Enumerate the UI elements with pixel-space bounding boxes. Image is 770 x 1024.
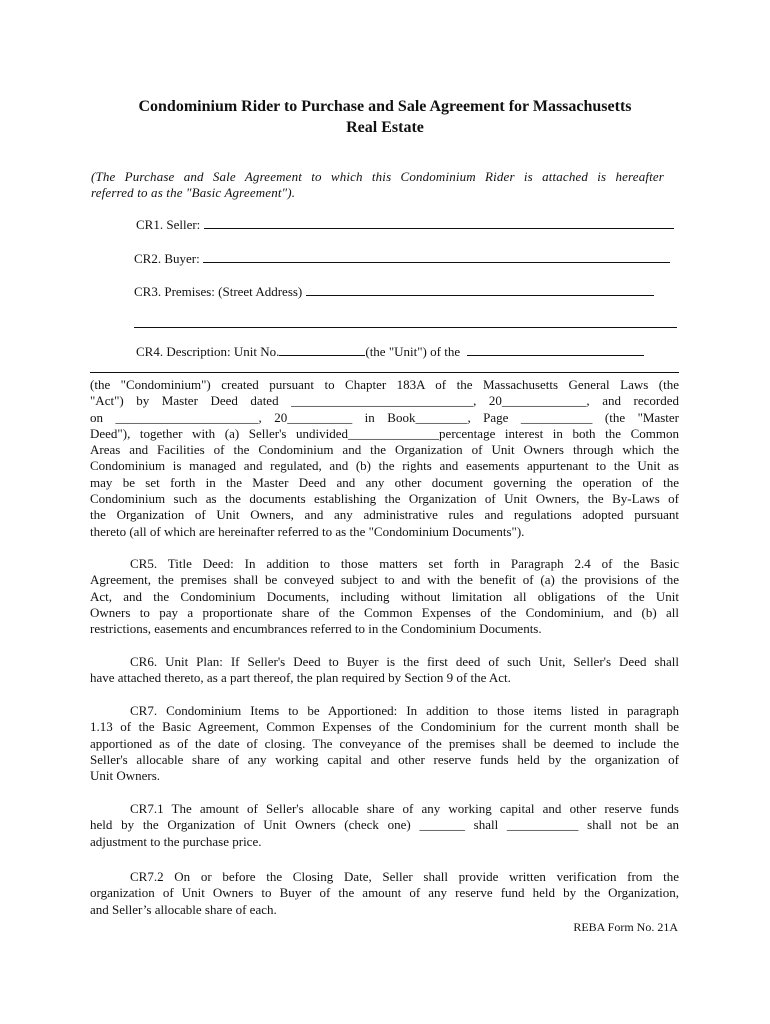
cr4-line: (the "Condominium") created pursuant to Chapter 183A of the Massachusetts General Laws (the (90, 377, 679, 392)
cr4-unit-of-the: (the "Unit") of the (365, 344, 461, 359)
cr5-paragraph (90, 556, 679, 637)
cr7-2-line: and Seller’s allocable share of each. (90, 901, 277, 917)
cr7-line: apportioned as of the date of closing. The conveyance of the premises shall be deemed to include the (90, 735, 679, 751)
cr7-line: Unit Owners. (90, 768, 161, 784)
cr6-line: have attached thereto, as a part thereof, the plan required by Section 9 of the Act. (90, 670, 511, 686)
cr5-line: Act, and the Condominium Documents, including without limitation all obligations of the Unit (90, 588, 679, 604)
cr7-2-line: CR7.2 On or before the Closing Date, Seller shall provide written verification from the (130, 869, 679, 884)
cr7-line: Seller's allocable share of any working capital and other reserve funds held by the organization of (90, 751, 679, 767)
cr7-paragraph (90, 703, 679, 784)
cr4-line: Condominium such as the documents establishing the Organization of Unit Owners, the By-Laws of (90, 491, 679, 507)
cr4-line: Condominium is managed and regulated, and (b) the rights and easements appurtenant to the Unit as (90, 458, 679, 474)
cr3-premises-label: CR3. Premises: (Street Address) (134, 284, 303, 299)
unit-number-blank[interactable] (279, 344, 365, 356)
document-title (90, 96, 680, 138)
cr5-line: restrictions, easements and encumbrances referred to in the Condominium Documents. (90, 621, 542, 637)
condominium-name-blank[interactable] (467, 344, 644, 356)
cr4-line: thereto (all of which are hereinafter referred to as the "Condominium Documents"). (90, 523, 525, 539)
cr4-description-label: CR4. Description: Unit No. (136, 344, 280, 359)
cr6-line: CR6. Unit Plan: If Seller's Deed to Buyer is the first deed of such Unit, Seller's Deed shall (130, 654, 679, 669)
cr4-line: Deed"), together with (a) Seller's undivided______________percentage interest in both the Common (90, 425, 679, 441)
seller-blank[interactable] (204, 217, 674, 229)
cr3-address-continuation-row (134, 316, 677, 332)
cr4-name-continuation-row (90, 361, 679, 377)
cr4-line: "Act") by Master Deed dated ____________________________, 20_____________, and recorded (90, 393, 679, 409)
cr1-seller-label: CR1. Seller: (136, 217, 201, 232)
cr7-line: CR7. Condominium Items to be Apportioned: In addition to those items listed in paragraph (130, 703, 679, 718)
cr2-buyer-row (134, 251, 670, 267)
cr6-paragraph (90, 654, 679, 687)
condominium-name-blank-2[interactable] (90, 361, 679, 373)
cr4-line: the Organization of Unit Owners, and any administrative rules and regulations adopted pursuant (90, 507, 679, 523)
cr7-1-line: adjustment to the purchase price. (90, 833, 262, 849)
cr5-line: CR5. Title Deed: In addition to those matters set forth in Paragraph 2.4 of the Basic (130, 556, 679, 571)
cr4-line: on ______________________, 20__________ in Book________, Page ___________ (the "Master (90, 409, 679, 425)
cr5-line: Agreement, the premises shall be conveyed subject to and with the benefit of (a) the provisions of the (90, 572, 679, 588)
cr7-2-paragraph (90, 869, 679, 918)
cr7-1-line: held by the Organization of Unit Owners (check one) _______ shall ___________ shall not be an (90, 817, 679, 833)
title-line-1: Condominium Rider to Purchase and Sale Agreement for Massachusetts (138, 98, 632, 115)
cr4-line: may be set forth in the Master Deed and any other document governing the operation of the (90, 474, 679, 490)
cr7-1-paragraph (90, 801, 679, 850)
cr3-premises-row (134, 284, 654, 300)
cr4-paragraph (90, 377, 679, 540)
street-address-blank-2[interactable] (134, 316, 677, 328)
cr4-description-row (136, 344, 644, 360)
buyer-blank[interactable] (203, 251, 670, 263)
intro-line-1: (The Purchase and Sale Agreement to which this Condominium Rider is attached is hereafter (91, 169, 664, 184)
cr7-line: 1.13 of the Basic Agreement, Common Expenses of the Condominium for the current month shall be (90, 719, 679, 735)
cr5-line: Owners to pay a proportionate share of the Common Expenses of the Condominium, and (b) all (90, 604, 679, 620)
cr1-seller-row (136, 217, 674, 233)
street-address-blank[interactable] (306, 284, 654, 296)
cr7-1-line: CR7.1 The amount of Seller's allocable share of any working capital and other reserve funds (130, 801, 679, 816)
cr2-buyer-label: CR2. Buyer: (134, 251, 200, 266)
cr4-line: Areas and Facilities of the Condominium and the Organization of Unit Owners through which the (90, 442, 679, 458)
title-line-2: Real Estate (346, 119, 424, 136)
intro-paragraph (91, 169, 664, 201)
intro-line-2: referred to as the "Basic Agreement"). (91, 185, 296, 200)
cr7-2-line: organization of Unit Owners to Buyer of the amount of any reserve fund held by the Organization, (90, 885, 679, 901)
form-number: REBA Form No. 21A (573, 920, 678, 934)
